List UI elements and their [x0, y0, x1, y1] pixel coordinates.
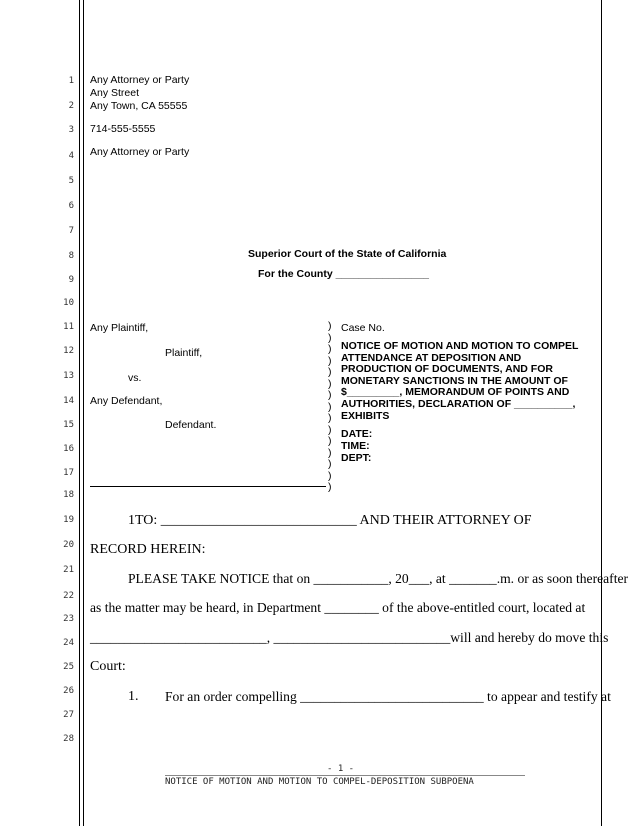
- line-number: 26: [63, 686, 74, 696]
- line-number: 24: [63, 638, 74, 648]
- vs-label: vs.: [128, 372, 142, 384]
- record-herein: RECORD HEREIN:: [90, 542, 206, 557]
- line-number: 10: [63, 298, 74, 308]
- line-number: 15: [63, 420, 74, 430]
- to-line: 1TO: ____________________________ AND THEIR ATTORNEY OF: [128, 513, 532, 528]
- caption-paren: ): [328, 412, 332, 424]
- attorney-name: Any Attorney or Party: [90, 74, 190, 86]
- left-margin-rule-outer: [79, 0, 80, 826]
- line-number: 1: [68, 76, 74, 86]
- footer-title: NOTICE OF MOTION AND MOTION TO COMPEL-DEPOSITION SUBPOENA: [165, 777, 474, 787]
- caption-paren: ): [328, 389, 332, 401]
- attorney-phone: 714-555-5555: [90, 123, 156, 135]
- case-title-line: $_________, MEMORANDUM OF POINTS AND: [341, 386, 570, 399]
- case-title-line: PRODUCTION OF DOCUMENTS, AND FOR: [341, 363, 553, 376]
- case-title-line: NOTICE OF MOTION AND MOTION TO COMPEL: [341, 340, 579, 352]
- footer-rule: [165, 775, 525, 776]
- defendant-name: Any Defendant,: [90, 395, 163, 407]
- caption-paren: ): [328, 423, 332, 436]
- attorney-city: Any Town, CA 55555: [90, 100, 188, 112]
- case-number: Case No.: [341, 322, 385, 334]
- plaintiff-label: Plaintiff,: [165, 347, 203, 359]
- line-number: 6: [68, 201, 74, 211]
- line-number: 3: [68, 125, 74, 135]
- caption-paren: ): [328, 366, 332, 378]
- notice-line: PLEASE TAKE NOTICE that on ___________, 20___, at _______.m. or as soon thereafter: [128, 571, 629, 586]
- court-county: For the County ________________: [258, 268, 430, 280]
- line-number: 4: [68, 151, 74, 161]
- line-number: 21: [63, 565, 74, 575]
- caption-paren: ): [328, 469, 332, 482]
- hearing-date: DATE:: [341, 428, 373, 440]
- court-name: Superior Court of the State of California: [248, 248, 447, 260]
- caption-paren: ): [328, 435, 332, 447]
- line-number: 12: [63, 346, 74, 356]
- address-line: __________________________, __________________________will and hereby do move this: [90, 630, 609, 645]
- line-number: 13: [63, 371, 74, 381]
- caption-paren: ): [328, 343, 332, 355]
- caption-paren: ): [328, 400, 332, 413]
- line-number: 7: [68, 226, 74, 236]
- plaintiff-name: Any Plaintiff,: [90, 322, 149, 334]
- line-number: 18: [63, 490, 74, 500]
- matter-line: as the matter may be heard, in Department ________ of the above-entitled court, located at: [90, 600, 586, 615]
- case-title-line: EXHIBITS: [341, 409, 390, 422]
- case-title-line: MONETARY SANCTIONS IN THE AMOUNT OF: [341, 374, 568, 387]
- line-number: 17: [63, 468, 74, 478]
- case-title-line: AUTHORITIES, DECLARATION OF __________,: [341, 398, 576, 410]
- line-number: 22: [63, 591, 74, 601]
- left-margin-rule-inner: [83, 0, 84, 826]
- caption-paren: ): [328, 320, 332, 332]
- line-number: 23: [63, 614, 74, 624]
- line-number: 16: [63, 444, 74, 454]
- line-number: 11: [63, 322, 74, 332]
- line-number: 19: [63, 515, 74, 525]
- caption-paren: ): [328, 446, 332, 459]
- attorney-street: Any Street: [90, 87, 140, 99]
- case-title-line: ATTENDANCE AT DEPOSITION AND: [341, 351, 522, 364]
- line-number: 27: [63, 710, 74, 720]
- item-number: 1.: [128, 689, 139, 704]
- attorney-for: Any Attorney or Party: [90, 146, 190, 158]
- line-number: 25: [63, 662, 74, 672]
- page-number: - 1 -: [327, 764, 355, 774]
- line-number: 9: [68, 275, 74, 285]
- line-number: 8: [68, 251, 74, 261]
- caption-paren: ): [328, 354, 332, 367]
- caption-paren: ): [328, 377, 332, 390]
- item-text: For an order compelling ___________________________ to appear and testify at: [165, 689, 611, 704]
- hearing-dept: DEPT:: [341, 452, 372, 464]
- caption-paren: ): [328, 458, 332, 470]
- caption-paren: ): [328, 331, 332, 344]
- line-number: 28: [63, 734, 74, 744]
- defendant-label: Defendant.: [165, 419, 217, 431]
- line-number: 14: [63, 396, 74, 406]
- line-number: 2: [68, 101, 74, 111]
- caption-bottom-line: [90, 486, 326, 487]
- line-number: 20: [63, 540, 74, 550]
- court-line: Court:: [90, 659, 126, 674]
- line-number: 5: [68, 176, 74, 186]
- caption-paren: ): [328, 481, 332, 493]
- hearing-time: TIME:: [341, 440, 370, 452]
